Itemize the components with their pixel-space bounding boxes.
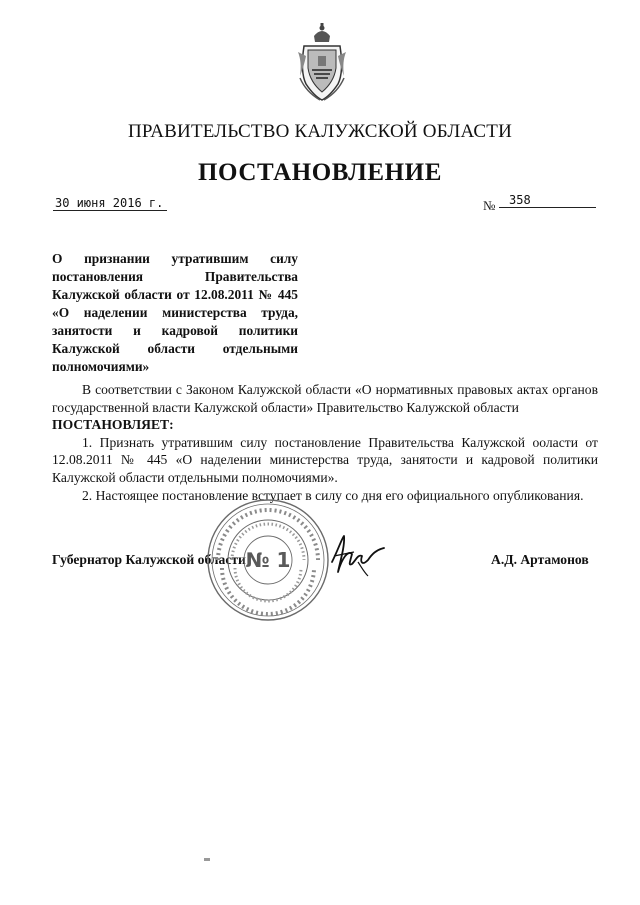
scan-speck <box>204 858 210 861</box>
subject-line: Калужской области от 12.08.2011 № 445 <box>52 287 298 302</box>
document-number: 358 <box>499 193 596 208</box>
signatory-title: Губернатор Калужской области <box>52 552 246 567</box>
kaluga-coat-of-arms-icon <box>296 22 348 102</box>
document-subject <box>52 250 298 376</box>
subject-line: занятости и кадровой политики <box>52 323 298 338</box>
handwritten-signature-icon <box>328 532 390 578</box>
stamp-number: № 1 <box>245 548 291 572</box>
signatory-name: А.Д. Артамонов <box>491 552 589 567</box>
round-seal-icon <box>204 496 332 624</box>
number-sign: № <box>483 198 496 213</box>
document-date: 30 июня 2016 г. <box>53 196 167 211</box>
subject-line: полномочиями» <box>52 359 150 374</box>
document-body <box>52 381 598 504</box>
subject-line: постановления Правительства <box>52 269 298 284</box>
item-2: 2. Настоящее постановление вступает в силу со дня его официального опубликования. <box>82 487 584 503</box>
subject-line: «О наделении министерства труда, <box>52 305 298 320</box>
resolves-heading: ПОСТАНОВЛЯЕТ: <box>52 417 174 433</box>
item-1: 1. Признать утратившим силу постановление Правительства Калужской ооласти от 12.08.2011 № 445 «О наделении министерства труда, занятости и кадровой политики Калужской области отдельными полномочиями». <box>52 434 598 485</box>
subject-line: Калужской области отдельными <box>52 341 298 356</box>
government-title: ПРАВИТЕЛЬСТВО КАЛУЖСКОЙ ОБЛАСТИ <box>127 121 513 142</box>
subject-line: О признании утратившим силу <box>52 251 298 266</box>
document-type: ПОСТАНОВЛЕНИЕ <box>197 159 443 186</box>
intro-paragraph: В соответствии с Законом Калужской области «О нормативных правовых актах органов государственной власти Калужской области» Правительство Калужской области <box>52 382 598 415</box>
